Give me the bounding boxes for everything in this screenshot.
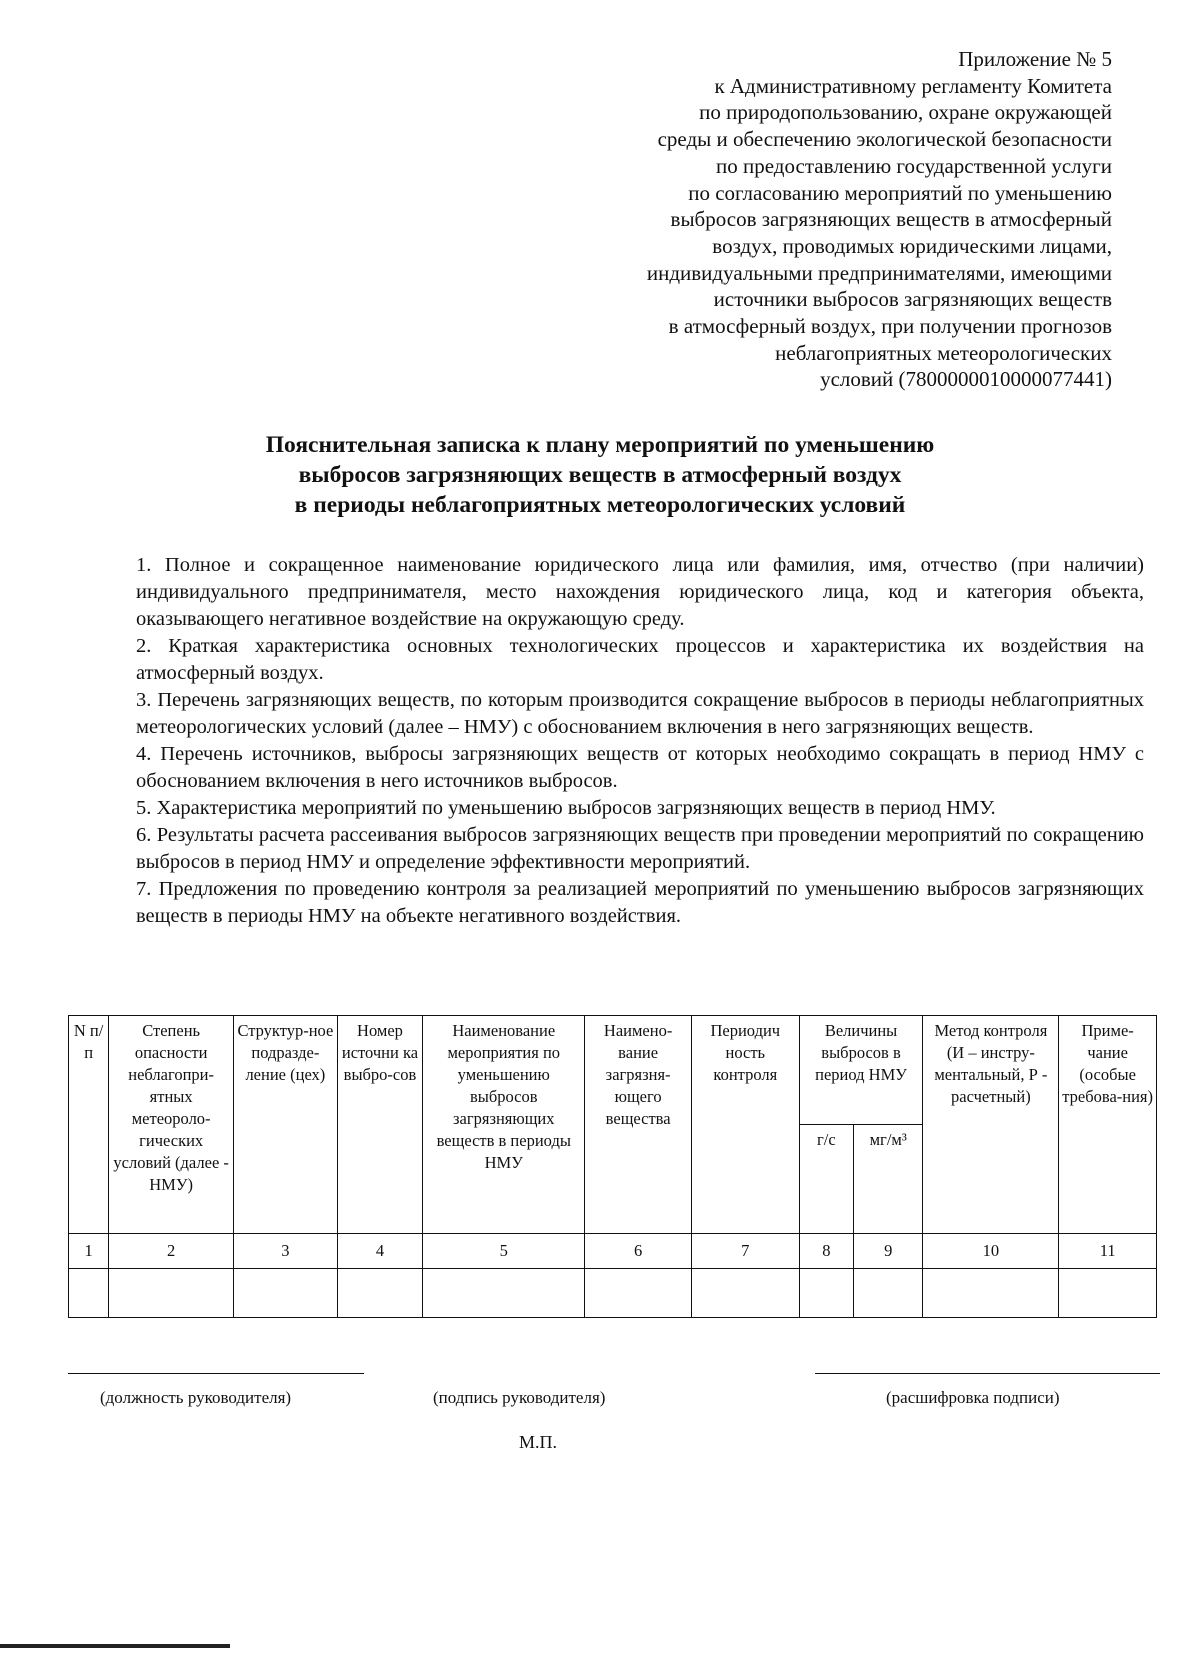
appendix-line: Приложение № 5 [958, 47, 1112, 71]
signature-caption-signature: (подпись руководителя) [433, 1388, 606, 1407]
table-cell [109, 1269, 234, 1318]
list-item: 3. Перечень загрязняющих веществ, по которым производится сокращение выбросов в периоды неблагоприятных метеорологических условий (далее – НМУ) с обоснованием включения в него загрязняющих веществ. [136, 689, 1144, 738]
table-cell [337, 1269, 423, 1318]
table-cell [691, 1269, 799, 1318]
scan-artifact [0, 1644, 230, 1648]
table-cell: 4 [337, 1234, 423, 1269]
header-cell: Номер источни ка выбро-сов [337, 1016, 423, 1234]
signature-caption-position: (должность руководителя) [100, 1388, 292, 1407]
table-row [69, 1234, 1157, 1269]
table-cell: 8 [799, 1234, 853, 1269]
header-cell: г/с [799, 1125, 853, 1234]
appendix-line: к Административному регламенту Комитета [714, 73, 1112, 98]
table-cell: 2 [109, 1234, 234, 1269]
list-item: 5. Характеристика мероприятий по уменьшению выбросов загрязняющих веществ в период НМУ. [136, 797, 996, 819]
table-cell: 7 [691, 1234, 799, 1269]
signature-line-decoding [815, 1373, 1160, 1374]
title-line: в периоды неблагоприятных метеорологических условий [294, 492, 906, 518]
appendix-line: по предоставлению государственной услуги [716, 153, 1112, 178]
table-cell [423, 1269, 585, 1318]
header-cell: Наимено-вание загрязня-ющего вещества [585, 1016, 692, 1234]
table-cell [799, 1269, 853, 1318]
header-cell: Метод контроля (И – инстру-ментальный, Р - расчетный) [923, 1016, 1059, 1234]
appendix-line: неблагоприятных метеорологических [775, 340, 1112, 365]
table-cell [585, 1269, 692, 1318]
title-line: выбросов загрязняющих веществ в атмосферный воздух [298, 462, 902, 488]
header-cell: мг/м³ [853, 1125, 922, 1234]
table-cell [923, 1269, 1059, 1318]
table-cell [69, 1269, 109, 1318]
table-cell: 9 [853, 1234, 922, 1269]
appendix-line: в атмосферный воздух, при получении прогнозов [668, 314, 1112, 339]
stamp-place: М.П. [519, 1432, 558, 1452]
table-cell: 1 [69, 1234, 109, 1269]
table-cell: 11 [1059, 1234, 1157, 1269]
measures-table [68, 1015, 1157, 1318]
list-item: 7. Предложения по проведению контроля за реализацией мероприятий по уменьшению выбросов загрязняющих веществ в периоды НМУ на объекте негативного воздействия. [136, 878, 1144, 927]
table-cell: 6 [585, 1234, 692, 1269]
signature-line-position [68, 1373, 364, 1374]
header-cell: Структур-ное подразде-ление (цех) [234, 1016, 338, 1234]
list-item: 6. Результаты расчета рассеивания выбросов загрязняющих веществ при проведении мероприятий по сокращению выбросов в период НМУ и определение эффективности мероприятий. [136, 824, 1144, 873]
document-title [60, 430, 1140, 520]
appendix-line: воздух, проводимых юридическими лицами, [712, 233, 1112, 258]
table-row [69, 1269, 1157, 1318]
header-cell: Степень опасности неблагопри-ятных метеороло-гических условий (далее - НМУ) [109, 1016, 234, 1234]
appendix-line: по согласованию мероприятий по уменьшению [688, 180, 1112, 205]
list-item: 2. Краткая характеристика основных технологических процессов и характеристика их воздействия на атмосферный воздух. [136, 635, 1144, 684]
table-cell: 10 [923, 1234, 1059, 1269]
header-cell: Наименование мероприятия по уменьшению выбросов загрязняющих веществ в периоды НМУ [423, 1016, 585, 1234]
appendix-header [472, 46, 1112, 393]
appendix-line: среды и обеспечению экологической безопасности [657, 127, 1112, 152]
header-cell: Приме-чание (особые требова-ния) [1059, 1016, 1157, 1234]
list-item: 4. Перечень источников, выбросы загрязняющих веществ от которых необходимо сокращать в период НМУ с обоснованием включения в него источников выбросов. [136, 743, 1144, 792]
header-cell: N п/п [69, 1016, 109, 1234]
table-cell: 3 [234, 1234, 338, 1269]
table-cell [853, 1269, 922, 1318]
title-line: Пояснительная записка к плану мероприятий по уменьшению [265, 432, 935, 458]
table-cell: 5 [423, 1234, 585, 1269]
table-header-row [69, 1016, 1157, 1125]
header-cell: Периодич ность контроля [691, 1016, 799, 1234]
document-body [136, 552, 1144, 930]
appendix-line: по природопользованию, охране окружающей [699, 100, 1112, 125]
appendix-line: индивидуальными предпринимателями, имеющими [646, 260, 1112, 285]
table-cell [1059, 1269, 1157, 1318]
table-cell [234, 1269, 338, 1318]
signature-caption-decoding: (расшифровка подписи) [886, 1388, 1060, 1407]
header-cell: Величины выбросов в период НМУ [799, 1016, 923, 1125]
appendix-line: выбросов загрязняющих веществ в атмосферный [670, 207, 1112, 232]
appendix-line: условий (7800000010000077441) [820, 367, 1112, 392]
list-item: 1. Полное и сокращенное наименование юридического лица или фамилия, имя, отчество (при наличии) индивидуального предпринимателя, место нахождения юридического лица, код и категория объекта, оказывающего негативное воздействие на окружающую среду. [136, 554, 1144, 630]
appendix-line: источники выбросов загрязняющих веществ [713, 287, 1112, 312]
